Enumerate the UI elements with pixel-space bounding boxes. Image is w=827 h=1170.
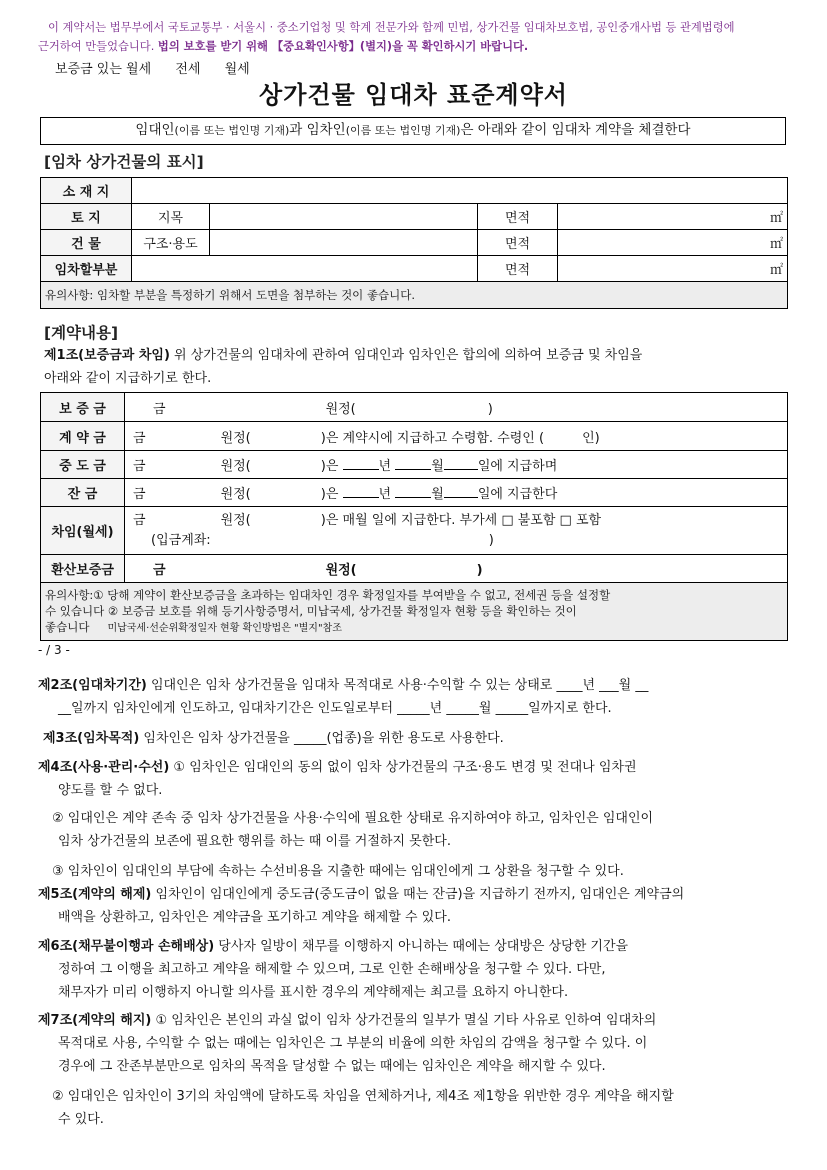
article-4-title: 제4조(사용·관리·수선) [38, 760, 170, 775]
middle-payment-field[interactable]: 금 원정( )은 년 월 일에 지급하며 [125, 451, 788, 479]
intro-box: 임대인(이름 또는 법인명 기재)과 임차인(이름 또는 법인명 기재)은 아래와 같이 임대차 계약을 체결한다 [40, 117, 786, 145]
table-row [41, 204, 788, 230]
section-contract-heading: [계약내용] [44, 324, 119, 342]
document-title: 상가건물 임대차 표준계약서 [259, 81, 568, 109]
balance-label: 잔 금 [41, 479, 125, 507]
payment-table [40, 392, 788, 641]
section-property-heading: [임차 상가건물의 표시] [44, 153, 204, 171]
notice-line-1: 이 계약서는 법무부에서 국토교통부 · 서울시 · 중소기업청 및 학계 전문가와 함께 민법, 상가건물 임대차보호법, 공인중개사법 등 관계법령에 [48, 21, 735, 34]
land-area-field[interactable]: ㎡ [558, 204, 788, 230]
middle-payment-label: 중 도 금 [41, 451, 125, 479]
article-7-title: 제7조(계약의 해지) [38, 1013, 152, 1028]
property-note: 유의사항: 임차할 부분을 특정하기 위해서 도면을 첨부하는 것이 좋습니다. [41, 282, 788, 309]
table-row [41, 555, 788, 583]
article-3-title: 제3조(임차목적) [43, 731, 140, 746]
leased-area-label: 면적 [478, 256, 558, 282]
land-category-field[interactable] [210, 204, 478, 230]
land-area-label: 면적 [478, 204, 558, 230]
table-row [41, 422, 788, 451]
article-2-title: 제2조(임대차기간) [38, 678, 147, 693]
type-jeonse: 전세 [175, 62, 201, 77]
article-1: 제1조(보증금과 차임) 위 상가건물의 임대차에 관하여 임대인과 임차인은 합의에 의하여 보증금 및 차임을 아래와 같이 지급하기로 한다. [44, 348, 643, 386]
type-deposit-monthly: 보증금 있는 월세 [55, 62, 152, 77]
table-row [41, 393, 788, 422]
table-row [41, 282, 788, 309]
notice [38, 18, 790, 56]
property-table [40, 177, 788, 309]
table-row [41, 479, 788, 507]
leased-part-field[interactable] [132, 256, 478, 282]
article-6: 제6조(채무불이행과 손해배상) 당사자 일방이 채무를 이행하지 아니하는 때에는 상대방은 상당한 기간을 정하여 그 이행을 최고하고 계약을 해제할 수 있으며, 그로 인한 손해배상을 청구할 수 있다. 다만, 채무자가 미리 이행하지 아니할 의사를 표시한 경우의 계약해제는 최고를 요하지 아니한다. [38, 939, 629, 1000]
land-label: 토 지 [41, 204, 132, 230]
table-row [41, 507, 788, 555]
article-3: 제3조(임차목적) 임차인은 임차 상가건물을 _____(업종)을 위한 용도로 사용한다. [43, 731, 504, 746]
location-field[interactable] [132, 178, 788, 204]
deposit-field[interactable]: 금 원정( ) [125, 393, 788, 422]
table-row [41, 583, 788, 641]
location-label: 소 재 지 [41, 178, 132, 204]
article-5-title: 제5조(계약의 해제) [38, 887, 152, 902]
rent-field[interactable]: 금 원정( )은 매월 일에 지급한다. 부가세 □ 불포함 □ 포함 (입금계좌: ) [125, 507, 788, 555]
down-payment-field[interactable]: 금 원정( )은 계약시에 지급하고 수령함. 수령인 ( 인) [125, 422, 788, 451]
converted-deposit-field[interactable]: 금 원정( ) [125, 555, 788, 583]
land-category-label: 지목 [132, 204, 210, 230]
building-structure-field[interactable] [210, 230, 478, 256]
leased-area-field[interactable]: ㎡ [558, 256, 788, 282]
building-area-label: 면적 [478, 230, 558, 256]
rent-label: 차임(월세) [41, 507, 125, 555]
page-number: - / 3 - [38, 643, 70, 657]
building-structure-label: 구조·용도 [132, 230, 210, 256]
article-6-title: 제6조(채무불이행과 손해배상) [38, 939, 215, 954]
article-2: 제2조(임대차기간) 임대인은 임차 상가건물을 임대차 목적대로 사용·수익할 수 있는 상태로 ____년 ___월 __ __일까지 임차인에게 인도하고, 임대차기간은 인도일로부터 _____년 _____월 _____일까지로 한다. [38, 678, 649, 716]
table-row [41, 451, 788, 479]
article-7: 제7조(계약의 해지) ① 임차인은 본인의 과실 없이 임차 상가건물의 일부가 멸실 기타 사유로 인하여 임대차의 목적대로 사용, 수익할 수 없는 때에는 임차인은 그 부분의 비율에 의한 차임의 감액을 청구할 수 있다. 이 경우에 그 잔존부분만으로 임차의 목적을 달성할 수 없는 때에는 임차인은 계약을 해지할 수 있다. ② 임대인은 임차인이 3기의 차임액에 달하도록 차임을 연체하거나, 제4조 제1항을 위반한 경우 계약을 해지할 수 있다. [38, 1013, 674, 1127]
article-1-title: 제1조(보증금과 차임) [44, 348, 170, 363]
leased-part-label: 임차할부분 [41, 256, 132, 282]
table-row [41, 178, 788, 204]
notice-line-2: 근거하여 만들었습니다. 법의 보호를 받기 위해 【중요확인사항】(별지)을 꼭 확인하시기 바랍니다. [38, 40, 529, 53]
notice-emphasis: 법의 보호를 받기 위해 【중요확인사항】(별지)을 꼭 확인하시기 바랍니다. [157, 40, 529, 53]
article-4: 제4조(사용·관리·수선) ① 임차인은 임대인의 동의 없이 임차 상가건물의 구조·용도 변경 및 전대나 임차권 양도를 할 수 없다. ② 임대인은 계약 존속 중 임차 상가건물을 사용·수익에 필요한 상태로 유지하여야 하고, 임차인은 임대인이 임차 상가건물의 보존에 필요한 행위를 하는 때 이를 거절하지 못한다. ③ 임차인이 임대인의 부담에 속하는 수선비용을 지출한 때에는 임대인에게 그 상환을 청구할 수 있다. [38, 760, 654, 879]
building-area-field[interactable]: ㎡ [558, 230, 788, 256]
converted-deposit-label: 환산보증금 [41, 555, 125, 583]
balance-field[interactable]: 금 원정( )은 년 월 일에 지급한다 [125, 479, 788, 507]
table-row [41, 256, 788, 282]
article-5: 제5조(계약의 해제) 임차인이 임대인에게 중도금(중도금이 없을 때는 잔금)을 지급하기 전까지, 임대인은 계약금의 배액을 상환하고, 임차인은 계약금을 포기하고 계약을 해제할 수 있다. [38, 887, 685, 925]
table-row [41, 230, 788, 256]
down-payment-label: 계 약 금 [41, 422, 125, 451]
building-label: 건 물 [41, 230, 132, 256]
deposit-label: 보 증 금 [41, 393, 125, 422]
type-monthly: 월세 [224, 62, 250, 77]
payment-note: 유의사항:① 당해 계약이 환산보증금을 초과하는 임대차인 경우 확정일자를 부여받을 수 없고, 전세권 등을 설정할 수 있습니다 ② 보증금 보호를 위해 등기사항증명서, 미납국세, 상가건물 확정일자 현황 등을 확인하는 것이 좋습니다 미납국세·선순위확정일자 현황 확인방법은 "별지"참조 [41, 583, 788, 641]
